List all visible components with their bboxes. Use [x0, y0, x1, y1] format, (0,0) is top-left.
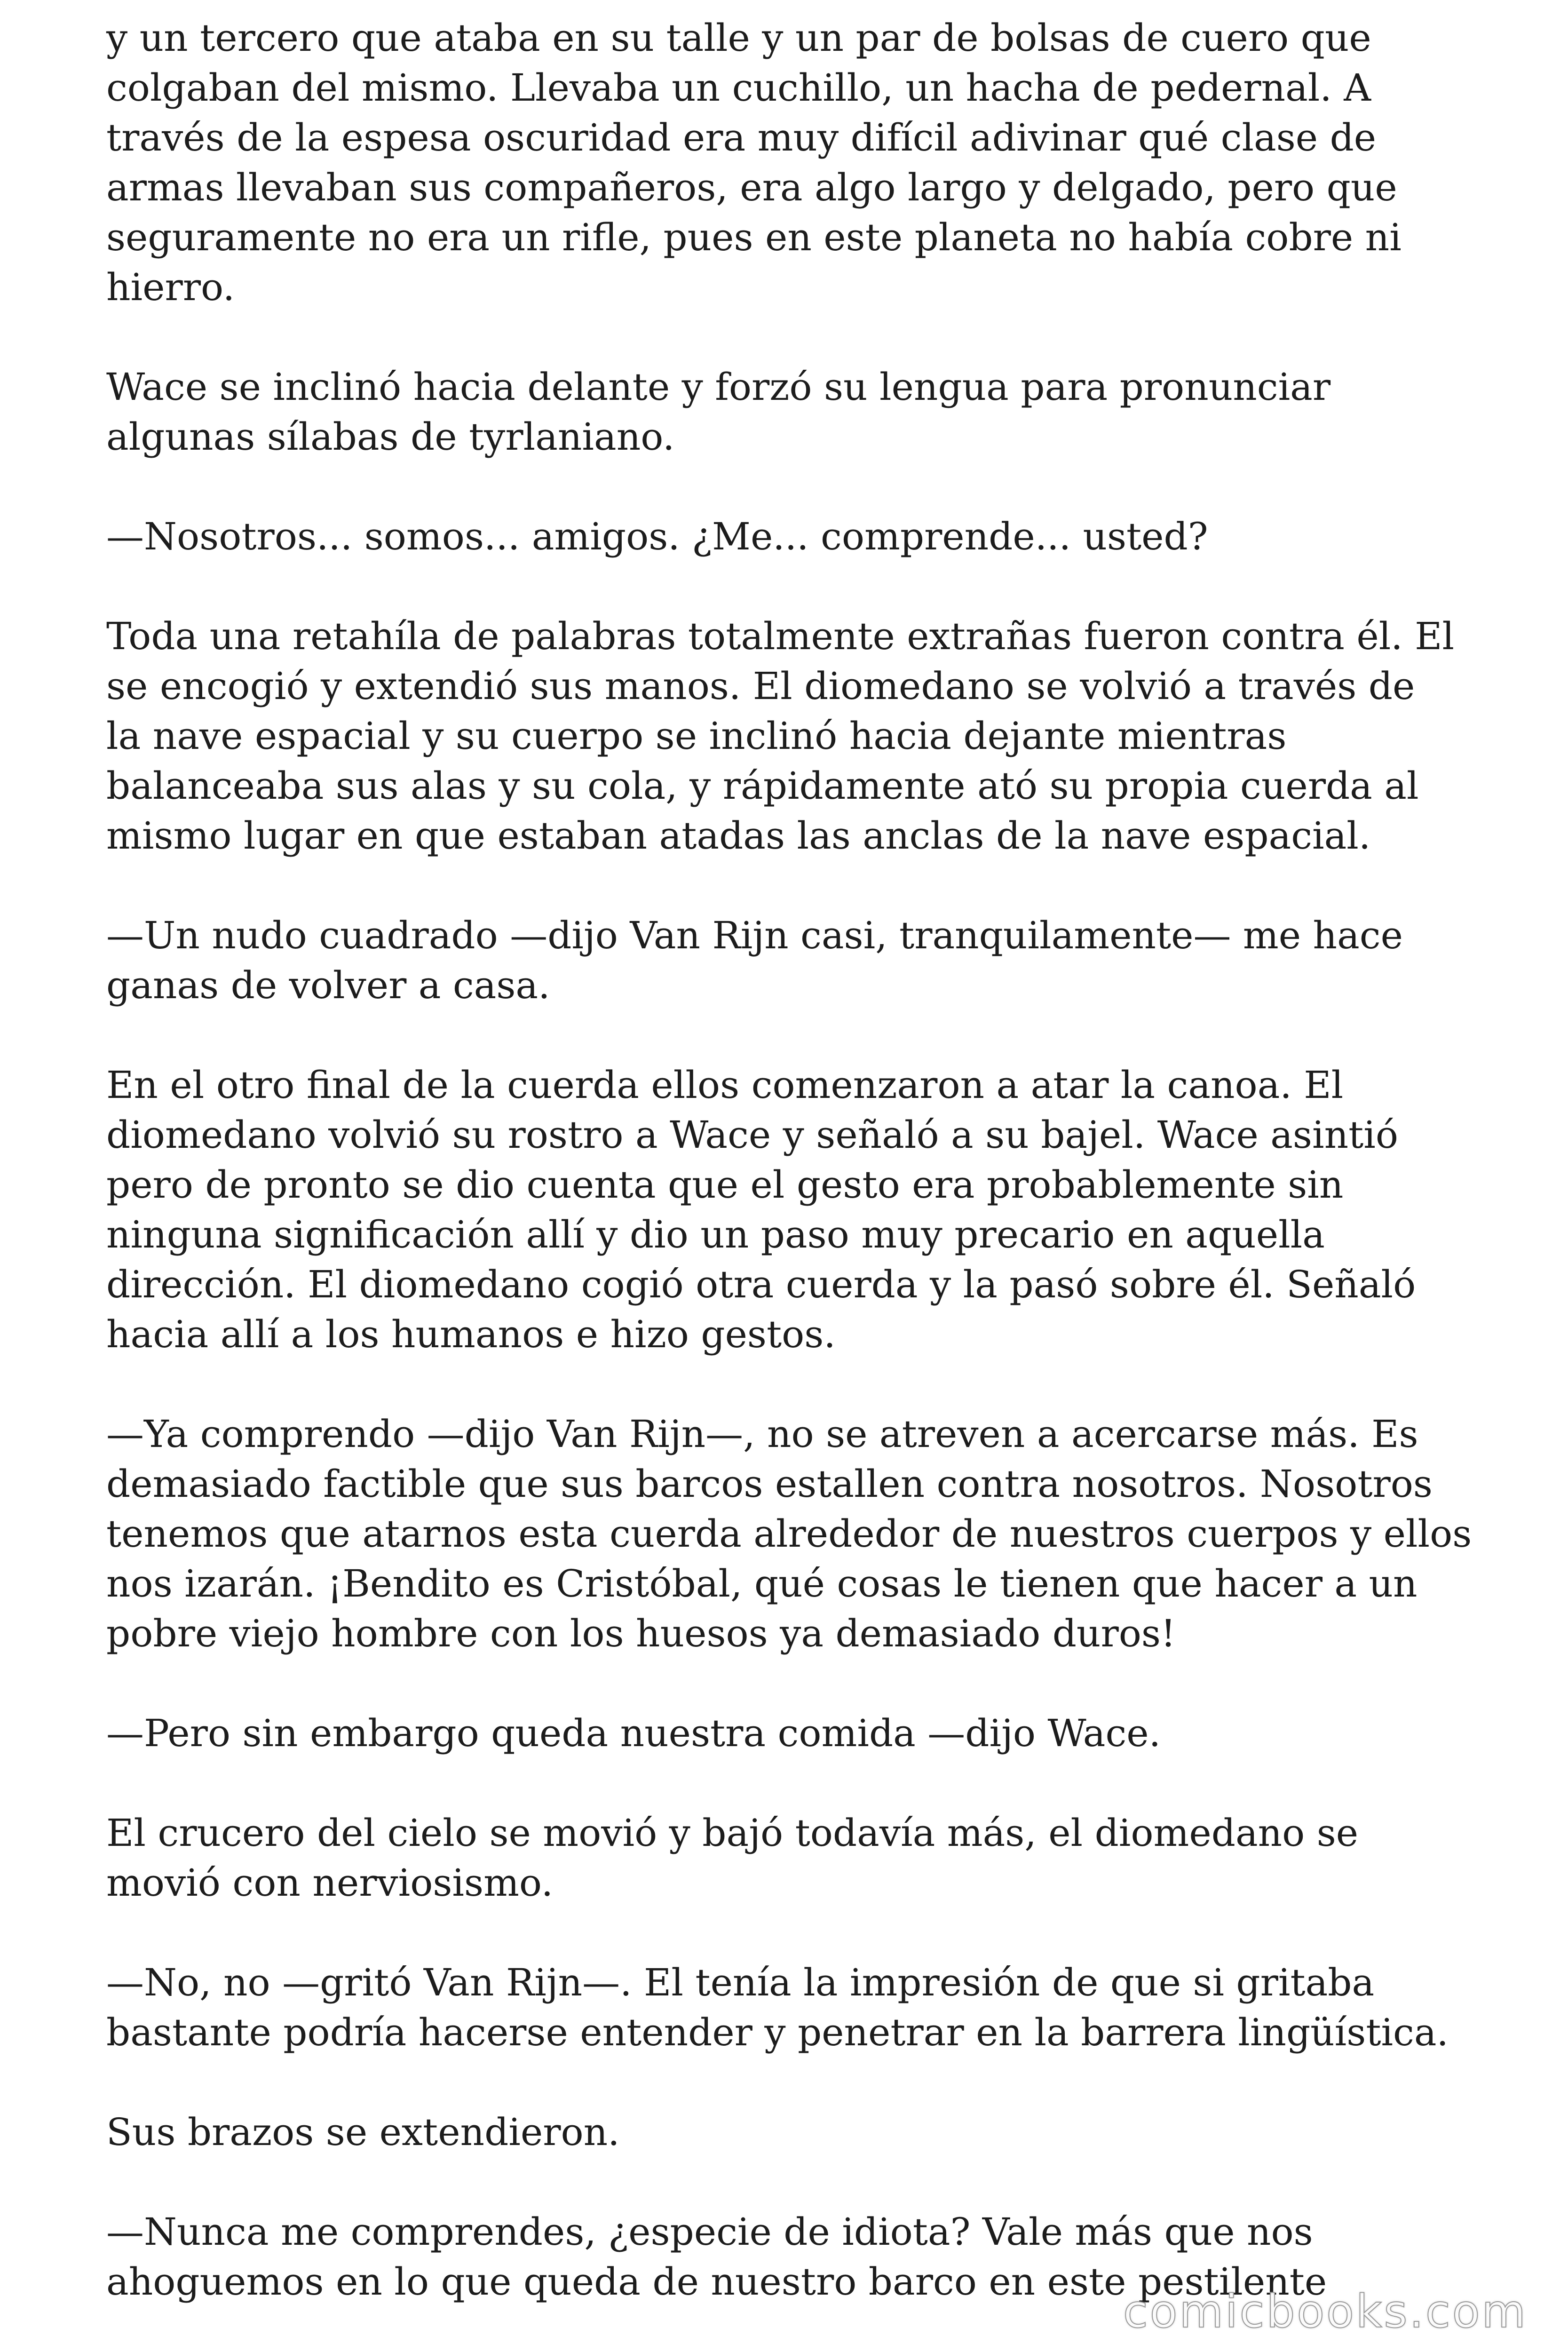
watermark: comicbooks.com [1123, 2285, 1528, 2338]
paragraph: Toda una retahíla de palabras totalmente extrañas fueron contra él. El se encogió y extendió sus manos. El diomedano se volvió a través de la nave espacial y su cuerpo se inclinó hacia dejante mientras balanceaba sus alas y su cola, y rápidamente ató su propia cuerda al mismo lugar en que estaban atadas las anclas de la nave espacial. [106, 614, 1455, 858]
paragraph: —Nosotros... somos... amigos. ¿Me... comprende... usted? [106, 515, 1208, 558]
paragraph: —Pero sin embargo queda nuestra comida —dijo Wace. [106, 1711, 1161, 1755]
paragraph: —Ya comprendo —dijo Van Rijn—, no se atreven a acercarse más. Es demasiado factible que sus barcos estallen contra nosotros. Nosotros tenemos que atarnos esta cuerda alrededor de nuestros cuerpos y ellos nos izarán. ¡Bendito es Cristóbal, qué cosas le tienen que hacer a un pobre viejo hombre con los huesos ya demasiado duros! [106, 1412, 1472, 1655]
paragraph: —Nunca me comprendes, ¿especie de idiota? Vale más que nos ahoguemos en lo que queda de nuestro barco en este pestilente [106, 2210, 1327, 2304]
paragraph: Wace se inclinó hacia delante y forzó su lengua para pronunciar algunas sílabas de tyrlaniano. [106, 365, 1331, 459]
paragraph: y un tercero que ataba en su talle y un par de bolsas de cuero que colgaban del mismo. Llevaba un cuchillo, un hacha de pedernal. A través de la espesa oscuridad era muy difícil adivinar qué clase de armas llevaban sus compañeros, era algo largo y delgado, pero que seguramente no era un rifle, pues en este planeta no había cobre ni hierro. [106, 16, 1402, 309]
paragraph: Sus brazos se extendieron. [106, 2110, 620, 2154]
paragraph: En el otro final de la cuerda ellos comenzaron a atar la canoa. El diomedano volvió su rostro a Wace y señaló a su bajel. Wace asintió pero de pronto se dio cuenta que el gesto era probablemente sin ninguna significación allí y dio un paso muy precario en aquella dirección. El diomedano cogió otra cuerda y la pasó sobre él. Señaló hacia allí a los humanos e hizo gestos. [106, 1063, 1416, 1356]
paragraph: —Un nudo cuadrado —dijo Van Rijn casi, tranquilamente— me hace ganas de volver a casa. [106, 914, 1403, 1007]
paragraph: —No, no —gritó Van Rijn—. El tenía la impresión de que si gritaba bastante podría hacerse entender y penetrar en la barrera lingüística. [106, 1961, 1449, 2054]
paragraph: El crucero del cielo se movió y bajó todavía más, el diomedano se movió con nerviosismo. [106, 1811, 1359, 1905]
